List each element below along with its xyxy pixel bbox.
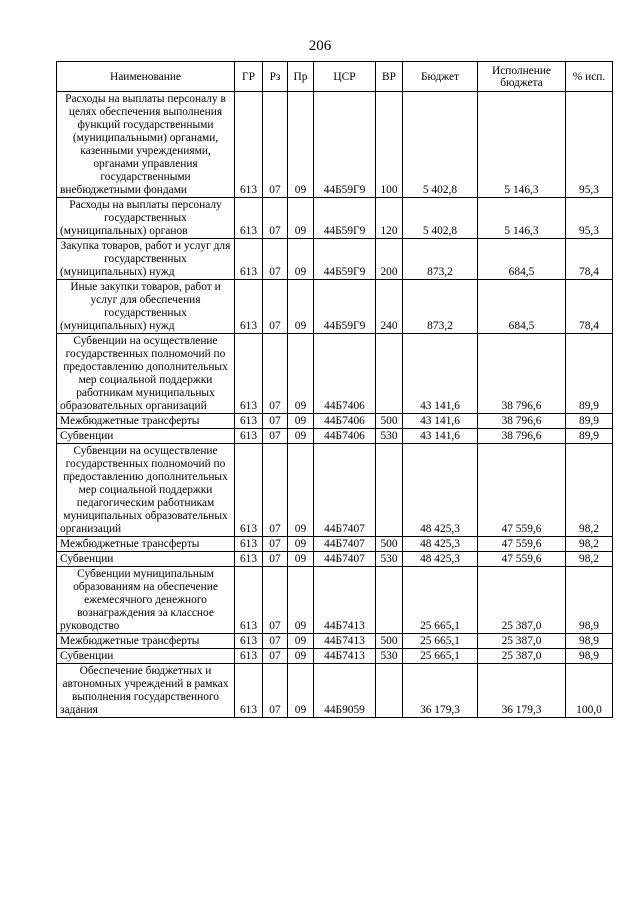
cell-pr: 09 — [288, 334, 314, 414]
cell-execution: 684,5 — [478, 280, 566, 334]
cell-pr: 09 — [288, 92, 314, 198]
cell-csr: 44Б7413 — [314, 634, 376, 649]
cell-execution: 47 559,6 — [478, 537, 566, 552]
cell-pr: 09 — [288, 280, 314, 334]
cell-csr: 44Б7407 — [314, 444, 376, 537]
cell-percent: 95,3 — [566, 92, 613, 198]
cell-csr: 44Б59Г9 — [314, 92, 376, 198]
cell-gr: 613 — [235, 567, 263, 634]
header-name: Наименование — [57, 62, 235, 92]
cell-budget: 43 141,6 — [403, 414, 478, 429]
cell-name: Иные закупки товаров, работ и услуг для обеспечения государственных (муниципальных) нужд — [57, 280, 235, 334]
cell-pr: 09 — [288, 239, 314, 280]
cell-csr: 44Б59Г9 — [314, 239, 376, 280]
cell-csr: 44Б7406 — [314, 334, 376, 414]
cell-execution: 47 559,6 — [478, 552, 566, 567]
table-row — [57, 567, 613, 634]
cell-gr: 613 — [235, 537, 263, 552]
cell-rz: 07 — [263, 664, 288, 718]
cell-name: Расходы на выплаты персоналу в целях обеспечения выполнения функций государственными (муниципальными) органами, казенными учреждениями, органами управления государственными внебюджетными фондами — [57, 92, 235, 198]
cell-pr: 09 — [288, 429, 314, 444]
cell-percent: 78,4 — [566, 239, 613, 280]
cell-gr: 613 — [235, 334, 263, 414]
cell-pr: 09 — [288, 537, 314, 552]
cell-rz: 07 — [263, 634, 288, 649]
cell-execution: 25 387,0 — [478, 649, 566, 664]
table-body — [57, 92, 613, 718]
cell-pr: 09 — [288, 634, 314, 649]
cell-budget: 873,2 — [403, 280, 478, 334]
cell-gr: 613 — [235, 280, 263, 334]
cell-vr: 530 — [376, 649, 403, 664]
cell-percent: 98,9 — [566, 567, 613, 634]
cell-name: Субвенции муниципальным образованиям на обеспечение ежемесячного денежного вознаграждения за классное руководство — [57, 567, 235, 634]
cell-csr: 44Б9059 — [314, 664, 376, 718]
cell-vr: 100 — [376, 92, 403, 198]
cell-percent: 89,9 — [566, 334, 613, 414]
cell-percent: 89,9 — [566, 414, 613, 429]
cell-vr: 500 — [376, 414, 403, 429]
cell-percent: 98,2 — [566, 444, 613, 537]
table-row — [57, 664, 613, 718]
table-row — [57, 552, 613, 567]
table-row — [57, 444, 613, 537]
cell-execution: 25 387,0 — [478, 567, 566, 634]
cell-pr: 09 — [288, 664, 314, 718]
cell-budget: 25 665,1 — [403, 649, 478, 664]
cell-percent: 98,2 — [566, 537, 613, 552]
cell-budget: 5 402,8 — [403, 198, 478, 239]
cell-budget: 48 425,3 — [403, 537, 478, 552]
header-vr: ВР — [376, 62, 403, 92]
cell-budget: 48 425,3 — [403, 552, 478, 567]
cell-pr: 09 — [288, 444, 314, 537]
table-row — [57, 634, 613, 649]
cell-rz: 07 — [263, 649, 288, 664]
cell-csr: 44Б7406 — [314, 429, 376, 444]
page-number: 206 — [308, 38, 332, 54]
cell-name: Межбюджетные трансферты — [57, 414, 235, 429]
cell-gr: 613 — [235, 429, 263, 444]
cell-execution: 38 796,6 — [478, 334, 566, 414]
cell-rz: 07 — [263, 414, 288, 429]
cell-name: Расходы на выплаты персоналу государственных (муниципальных) органов — [57, 198, 235, 239]
cell-vr: 240 — [376, 280, 403, 334]
cell-gr: 613 — [235, 649, 263, 664]
cell-vr — [376, 334, 403, 414]
header-percent: % исп. — [566, 62, 613, 92]
cell-rz: 07 — [263, 552, 288, 567]
cell-budget: 43 141,6 — [403, 334, 478, 414]
cell-vr — [376, 664, 403, 718]
cell-vr: 500 — [376, 537, 403, 552]
cell-percent: 78,4 — [566, 280, 613, 334]
cell-vr — [376, 567, 403, 634]
cell-execution: 25 387,0 — [478, 634, 566, 649]
cell-name: Субвенции на осуществление государственных полномочий по предоставлению дополнительных мер социальной поддержки педагогическим работникам муниципальных образовательных организаций — [57, 444, 235, 537]
cell-rz: 07 — [263, 444, 288, 537]
cell-gr: 613 — [235, 198, 263, 239]
cell-csr: 44Б7413 — [314, 649, 376, 664]
cell-rz: 07 — [263, 92, 288, 198]
cell-gr: 613 — [235, 634, 263, 649]
table-row — [57, 537, 613, 552]
cell-execution: 36 179,3 — [478, 664, 566, 718]
cell-budget: 36 179,3 — [403, 664, 478, 718]
cell-name: Закупка товаров, работ и услуг для государственных (муниципальных) нужд — [57, 239, 235, 280]
header-budget: Бюджет — [403, 62, 478, 92]
cell-pr: 09 — [288, 414, 314, 429]
cell-percent: 98,2 — [566, 552, 613, 567]
cell-rz: 07 — [263, 567, 288, 634]
header-rz: Рз — [263, 62, 288, 92]
cell-name: Субвенции — [57, 649, 235, 664]
header-pr: Пр — [288, 62, 314, 92]
cell-csr: 44Б7413 — [314, 567, 376, 634]
cell-execution: 5 146,3 — [478, 92, 566, 198]
cell-percent: 100,0 — [566, 664, 613, 718]
cell-vr: 530 — [376, 552, 403, 567]
table-row — [57, 239, 613, 280]
cell-rz: 07 — [263, 239, 288, 280]
cell-rz: 07 — [263, 537, 288, 552]
cell-name: Субвенции — [57, 429, 235, 444]
table-row — [57, 198, 613, 239]
cell-budget: 5 402,8 — [403, 92, 478, 198]
cell-gr: 613 — [235, 414, 263, 429]
header-csr: ЦСР — [314, 62, 376, 92]
cell-execution: 38 796,6 — [478, 429, 566, 444]
cell-percent: 95,3 — [566, 198, 613, 239]
cell-pr: 09 — [288, 649, 314, 664]
cell-budget: 873,2 — [403, 239, 478, 280]
cell-gr: 613 — [235, 552, 263, 567]
cell-rz: 07 — [263, 280, 288, 334]
cell-vr: 200 — [376, 239, 403, 280]
header-gr: ГР — [235, 62, 263, 92]
budget-table — [56, 61, 613, 718]
cell-vr: 120 — [376, 198, 403, 239]
table-row — [57, 92, 613, 198]
cell-csr: 44Б59Г9 — [314, 280, 376, 334]
table-row — [57, 649, 613, 664]
cell-budget: 43 141,6 — [403, 429, 478, 444]
cell-budget: 48 425,3 — [403, 444, 478, 537]
cell-gr: 613 — [235, 239, 263, 280]
cell-budget: 25 665,1 — [403, 567, 478, 634]
cell-pr: 09 — [288, 552, 314, 567]
cell-execution: 5 146,3 — [478, 198, 566, 239]
cell-budget: 25 665,1 — [403, 634, 478, 649]
cell-percent: 98,9 — [566, 649, 613, 664]
cell-csr: 44Б7407 — [314, 552, 376, 567]
cell-execution: 684,5 — [478, 239, 566, 280]
cell-rz: 07 — [263, 334, 288, 414]
cell-gr: 613 — [235, 444, 263, 537]
table-header-row — [57, 62, 613, 92]
cell-rz: 07 — [263, 429, 288, 444]
cell-pr: 09 — [288, 198, 314, 239]
cell-csr: 44Б59Г9 — [314, 198, 376, 239]
cell-execution: 38 796,6 — [478, 414, 566, 429]
cell-rz: 07 — [263, 198, 288, 239]
cell-name: Субвенции — [57, 552, 235, 567]
header-execution: Исполнение бюджета — [478, 62, 566, 92]
cell-percent: 98,9 — [566, 634, 613, 649]
cell-csr: 44Б7406 — [314, 414, 376, 429]
cell-vr — [376, 444, 403, 537]
cell-name: Субвенции на осуществление государственных полномочий по предоставлению дополнительных мер социальной поддержки работникам муниципальных образовательных организаций — [57, 334, 235, 414]
table-row — [57, 280, 613, 334]
cell-pr: 09 — [288, 567, 314, 634]
cell-csr: 44Б7407 — [314, 537, 376, 552]
table-row — [57, 429, 613, 444]
cell-name: Межбюджетные трансферты — [57, 537, 235, 552]
table-row — [57, 334, 613, 414]
cell-vr: 530 — [376, 429, 403, 444]
cell-gr: 613 — [235, 92, 263, 198]
cell-vr: 500 — [376, 634, 403, 649]
cell-name: Межбюджетные трансферты — [57, 634, 235, 649]
table-row — [57, 414, 613, 429]
cell-name: Обеспечение бюджетных и автономных учреждений в рамках выполнения государственного задания — [57, 664, 235, 718]
cell-gr: 613 — [235, 664, 263, 718]
cell-execution: 47 559,6 — [478, 444, 566, 537]
cell-percent: 89,9 — [566, 429, 613, 444]
